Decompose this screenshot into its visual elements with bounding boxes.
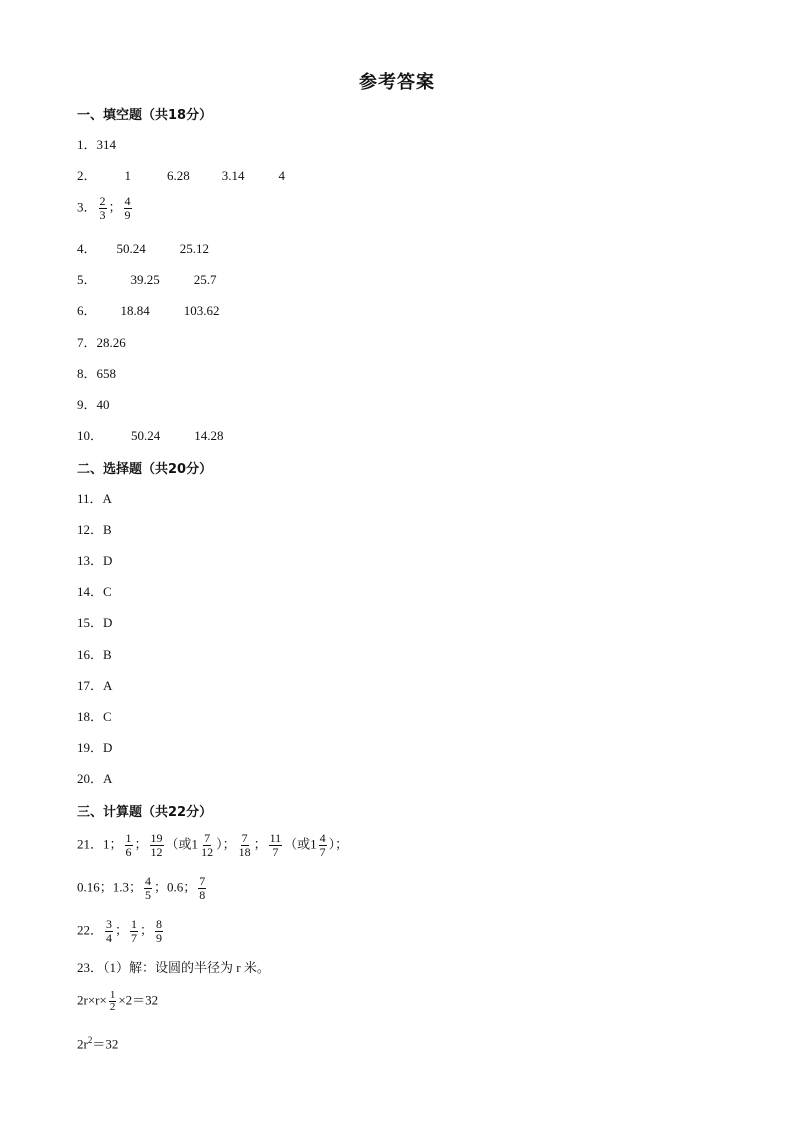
- answer-value: 658: [96, 366, 117, 381]
- question-number: 4．: [77, 241, 97, 256]
- answer-value: 39.25: [130, 272, 160, 287]
- answer-value: 28.26: [96, 335, 126, 350]
- question-number: 2．: [77, 168, 97, 183]
- answer-value: 103.62: [183, 303, 220, 318]
- equation-line-2: $2r^2=32$: [77, 1035, 119, 1052]
- fraction: $\frac{4}{7}$: [319, 831, 326, 859]
- answer-value: 314: [96, 137, 117, 152]
- fraction: $\frac{8}{9}$: [156, 917, 163, 945]
- answer-line-21-cont: 0.16；1.3； $\frac{4}{5}$ ；0.6； $\frac{7}{8}$: [77, 874, 206, 902]
- answer-line-4: [77, 239, 209, 259]
- question-number: 5．: [77, 272, 97, 287]
- answer-value: D: [103, 615, 113, 630]
- answer-line-8: [77, 364, 116, 384]
- answer-value: 18.84: [120, 303, 150, 318]
- fraction: $\frac{1}{2}$: [109, 989, 116, 1013]
- answer-value: 6.28: [167, 168, 190, 183]
- answer-line-5: [77, 270, 217, 290]
- equation-line-1: 2r×r× $\frac{1}{2}$ ×2＝32: [77, 989, 159, 1013]
- question-number: 10．: [77, 428, 104, 443]
- answer-value: D: [103, 740, 113, 755]
- answer-line-1: [77, 135, 116, 155]
- answer-value: C: [103, 584, 112, 599]
- answer-line-17: 17．A: [77, 678, 113, 693]
- answer-value: 50.24: [116, 241, 146, 256]
- answer-value: A: [102, 491, 112, 506]
- question-number: 8．: [77, 366, 97, 381]
- answer-line-14: 14．C: [77, 584, 112, 599]
- answer-line-2: [77, 166, 285, 186]
- answer-value: B: [103, 647, 112, 662]
- answer-line-6: [77, 301, 220, 321]
- section-heading-calc: 三、计算题（共22分）: [77, 805, 213, 820]
- fraction: $\frac{2}{3}$: [99, 194, 106, 222]
- answer-value: 1: [124, 168, 132, 183]
- question-number: 3．: [77, 199, 97, 215]
- fraction: $\frac{11}{7}$: [269, 831, 282, 859]
- question-number: 7．: [77, 335, 97, 350]
- answer-value: 25.7: [193, 272, 217, 287]
- fraction: $\frac{7}{12}$: [201, 831, 214, 859]
- question-number: 6．: [77, 303, 97, 318]
- fraction: $\frac{19}{12}$: [150, 831, 163, 859]
- fraction: $\frac{7}{8}$: [199, 874, 206, 902]
- fraction: $\frac{3}{4}$: [106, 917, 113, 945]
- answer-line-15: 15．D: [77, 615, 113, 630]
- answer-line-11: 11．A: [77, 491, 112, 506]
- answer-line-21: 21．1； $\frac{1}{6}$ ； $\frac{19}{12}$ （或1 $\frac{7}{12}$ ）； $\frac{7}{18}$ ； $\frac{11}{7}$ （或1 $\frac{4}{7}$ ）；: [77, 831, 349, 859]
- fraction: $\frac{4}{5}$: [145, 874, 152, 902]
- section-heading-fill: 一、填空题（共18分）: [77, 108, 213, 123]
- answer-value: A: [103, 771, 113, 786]
- answer-value: 14.28: [194, 428, 224, 443]
- question-number: 1．: [77, 137, 97, 152]
- answer-line-7: [77, 333, 126, 353]
- answer-value: 40: [96, 397, 110, 412]
- answer-line-9: [77, 395, 110, 415]
- fraction: $\frac{4}{9}$: [124, 194, 131, 222]
- answer-value: C: [103, 709, 112, 724]
- fraction: $\frac{1}{7}$: [131, 917, 138, 945]
- answer-value: A: [103, 678, 113, 693]
- fraction: $\frac{1}{6}$: [125, 831, 132, 859]
- answer-value: D: [103, 553, 113, 568]
- answer-value: 25.12: [179, 241, 210, 256]
- page-title: 参考答案: [359, 72, 435, 93]
- section-heading-choice: 二、选择题（共20分）: [77, 462, 213, 477]
- answer-line-3: 3． $\frac{2}{3}$ ； $\frac{4}{9}$: [77, 194, 131, 222]
- answer-value: 50.24: [131, 428, 161, 443]
- answer-line-22: 22． $\frac{3}{4}$ ； $\frac{1}{7}$ ； $\frac{8}{9}$: [77, 917, 163, 945]
- answer-line-10: [77, 426, 224, 446]
- answer-line-12: 12．B: [77, 522, 112, 537]
- answer-value: B: [103, 522, 112, 537]
- answer-line-13: 13．D: [77, 553, 113, 568]
- question-number: 9．: [77, 397, 97, 412]
- answer-line-23: 23．（1）解：设圆的半径为 r 米。: [77, 960, 270, 975]
- answer-line-19: 19．D: [77, 740, 113, 755]
- fraction: $\frac{7}{18}$: [238, 831, 251, 859]
- answer-value: 4: [278, 168, 286, 183]
- answer-value: 3.14: [221, 168, 245, 183]
- answer-line-16: 16．B: [77, 647, 112, 662]
- answer-line-20: 20．A: [77, 771, 113, 786]
- answer-line-18: 18．C: [77, 709, 112, 724]
